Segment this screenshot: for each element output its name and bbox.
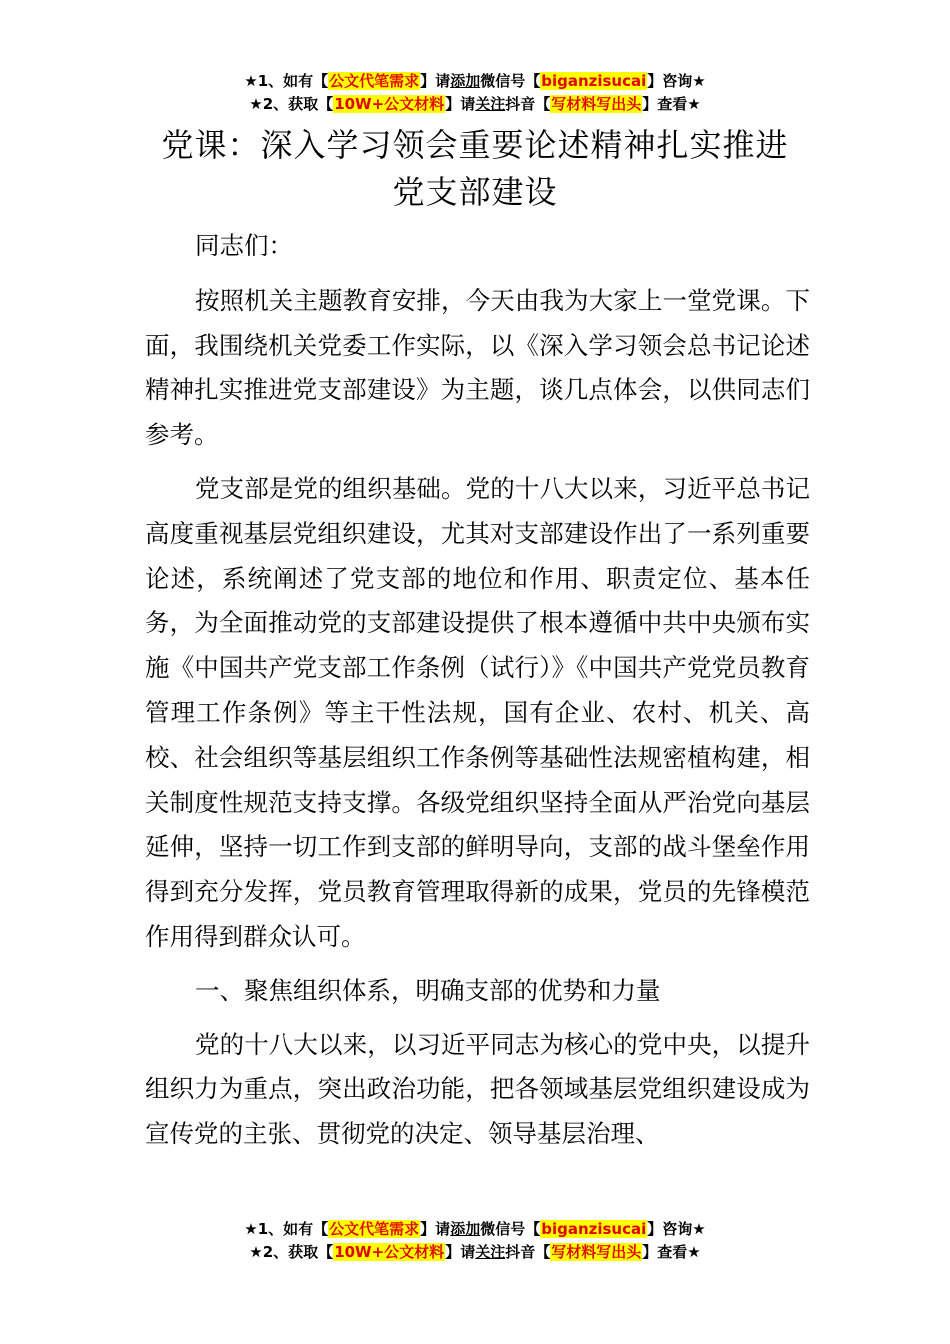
banner-text: 】查看★ [642,95,701,113]
banner-text: 抖音【 [505,1243,551,1261]
banner-underline: 关注 [475,95,506,113]
banner-text: ★1、如有【 [244,72,329,90]
banner-text: 抖音【 [505,95,551,113]
banner-highlight: 写材料写出头 [551,1243,642,1261]
banner-highlight: 10W+公文材料 [334,1243,445,1261]
banner-text: 微信号【 [480,72,541,90]
title-line-2: 党支部建设 [392,173,558,211]
footer-banner [0,1218,950,1264]
banner-highlight: biganzisucai [541,1220,647,1238]
banner-highlight: 公文代笔需求 [329,1220,420,1238]
banner-text: 】请 [445,95,476,113]
title-line-1: 党课：深入学习领会重要论述精神扎实推进 [161,126,789,164]
header-banner [0,70,950,116]
document-title [0,122,950,216]
section-heading-1: 一、聚焦组织体系，明确支部的优势和力量 [195,975,661,1005]
banner-line-2 [0,1241,950,1264]
paragraph-background: 党支部是党的组织基础。党的十八大以来，习近平总书记高度重视基层党组织建设，尤其对支部建设作出了一系列重要论述，系统阐述了党支部的地位和作用、职责定位、基本任务，为全面推动党的支部建设提供了根本遵循中共中央颁布实施《中国共产党支部工作条例（试行）》《中国共产党党员教育管理工作条例》等主干性法规，国有企业、农村、机关、高校、社会组织等基层组织工作条例等基础性法规密植构建，相关制度性规范支持支撑。各级党组织坚持全面从严治党向基层延伸，坚持一切工作到支部的鲜明导向，支部的战斗堡垒作用得到充分发挥，党员教育管理取得新的成果，党员的先锋模范作用得到群众认可。 [145,473,810,951]
banner-text: 】请 [420,72,451,90]
banner-text: 微信号【 [480,1220,541,1238]
greeting: 同志们： [195,231,293,260]
banner-line-2 [0,93,950,116]
banner-text: 】咨询★ [647,72,706,90]
banner-text: ★2、获取【 [249,1243,334,1261]
banner-text: 】查看★ [642,1243,701,1261]
banner-highlight: biganzisucai [541,72,647,90]
document-body [145,224,810,1166]
paragraph-section-1: 党的十八大以来，以习近平同志为核心的党中央，以提升组织力为重点，突出政治功能，把各领域基层党组织建设成为宣传党的主张、贯彻党的决定、领导基层治理、 [145,1029,810,1149]
banner-text: ★1、如有【 [244,1220,329,1238]
banner-text: ★2、获取【 [249,95,334,113]
banner-underline: 添加 [450,72,481,90]
banner-highlight: 写材料写出头 [551,95,642,113]
banner-text: 】咨询★ [647,1220,706,1238]
banner-line-1 [0,70,950,93]
banner-highlight: 公文代笔需求 [329,72,420,90]
banner-highlight: 10W+公文材料 [334,95,445,113]
banner-line-1 [0,1218,950,1241]
banner-text: 】请 [445,1243,476,1261]
banner-underline: 添加 [450,1220,481,1238]
paragraph-intro: 按照机关主题教育安排，今天由我为大家上一堂党课。下面，我围绕机关党委工作实际，以《深入学习领会总书记论述精神扎实推进党支部建设》为主题，谈几点体会，以供同志们参考。 [145,285,810,450]
banner-underline: 关注 [475,1243,506,1261]
banner-text: 】请 [420,1220,451,1238]
